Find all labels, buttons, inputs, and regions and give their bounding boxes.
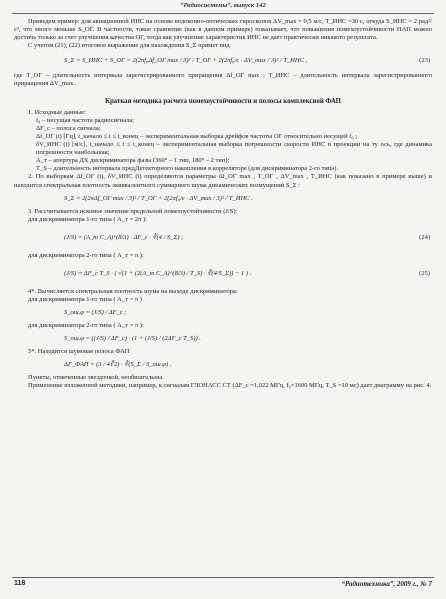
discriminator-type-2-label-b: для дискриминатора 2-го типа ( A_т = π ): (28, 322, 144, 330)
step-2: 2. По выборкам Δf_ОГ (t), δV_ИНС (t) определяются параметры Δf_ОГ max , T_ОГ , ΔV_max , T_ИНС (как показано в примере выше) и находится спектральная плотность эквивалентного суммарного шума динамических возмущений S_Σ : (14, 173, 432, 189)
equation-s-err-2 (14, 330, 432, 348)
footer-rule (12, 577, 434, 578)
equation-25-body: (J/S) = ΔF_c T_S · ( √(1 + (2(A_т C_A)^(8/3) / T_S) · ∛(4/S_Σ)) − 1 ) . (64, 269, 252, 277)
equation-23-body: S_Σ = S_ИНС + S_ОГ = 2(2πf₀Δf_ОГ max / 3)² / T_ОГ + 2(2πf₀/c · ΔV_max / 3)² / T_ИНС , (64, 57, 308, 65)
paragraph-application: Применение изложенной методики, например, к сигналам ГЛОНАСС СТ (ΔF_c =1,022 МГц, f₀=1600 МГц, T_S =10 мс) дает диаграмму на рис. 4. (28, 382, 432, 390)
page-number: 118 (14, 580, 26, 587)
equation-s-err-1-body: S_ош.φ = (J/S) / ΔF_c ; (64, 309, 127, 317)
paragraph-note: Пункты, отмеченные звездочкой, необязательны. (28, 374, 164, 382)
equation-s-err-1 (14, 304, 432, 322)
paragraph-eq23-definitions: где T_ОГ – длительность интервала зарегистрированного приращения Δf_ОГ max ; T_ИНС – длительность интервала зарегистрированного приращения ΔV_max . (14, 72, 432, 88)
equation-23-number: (23) (419, 57, 430, 65)
equation-23 (14, 50, 432, 72)
input-og-drift-sample: Δf_ОГ (t) [Гц], t_начало ≤ t ≤ t_конец – экспериментальная выборка дрейфов частоты ОГ относительно несущей f₀ ; (36, 132, 358, 140)
equation-24-number: (24) (419, 233, 430, 241)
article-body (14, 18, 432, 390)
discriminator-type-1-label-b: для дискриминатора 1-го типа ( A_т = π ) (28, 295, 142, 303)
journal-footer: “Радиотехника”, 2009 г., № 7 (341, 580, 432, 588)
equation-s-sigma (14, 190, 432, 208)
input-ins-velocity-sample: δV_ИНС (t) [м/с], t_начало ≤ t ≤ t_конец – экспериментальная выборка погрешности скорости ИНС в проекции на ту ось, где динамика погрешности наибольшая; (36, 141, 432, 157)
input-discriminator-aperture: A_т – апертура ДХ дискриминатора фазы (360° – 1 тип, 180° – 2 тип); (36, 157, 230, 165)
input-carrier-frequency: f₀ – несущая частота радиосигнала; (36, 116, 135, 124)
step-4: 4*. Вычисляется спектральная плотность шума на выходе дискриминатора: (28, 287, 238, 295)
equation-24 (14, 224, 432, 252)
step-5: 5*. Находится шумовая полоса ФАП (28, 348, 130, 356)
header-rule (12, 13, 434, 14)
discriminator-type-1-label: для дискриминатора 1-го типа ( A_т = 2π ): (28, 215, 147, 223)
discriminator-type-2-label: для дискриминатора 2-го типа ( A_т = π ): (28, 251, 144, 259)
input-accumulation-interval: T_S – длительность интервала предДетекторного накопления в корреляторе (для дискриминатора 2-го типа). (36, 165, 338, 173)
paragraph-example: Приведем пример: для авиационной ИНС на основе волоконно-оптических гироскопов ΔV_max = 0,5 м/c, T_ИНС =30 с, откуда S_ИНС = 2 рад²/с³, что много меньше S_ОГ. В частности, такое сравнение (как в данном примере) показывает, что повышения помехоустойчивости НАП можно достичь только за счет улучшения качества ОГ, тогда как улучшение характеристик ИНС не дает практически никакого результата. (14, 18, 432, 42)
step-1: 1. Исходные данные: (28, 108, 86, 116)
equation-25 (14, 260, 432, 288)
equation-25-number: (25) (419, 269, 430, 277)
input-signal-band: ΔF_c – полоса сигнала; (36, 124, 101, 132)
equation-s-sigma-body: S_Σ = 2(2πΔf_ОГ max / 3)² / T_ОГ + 2(2πf₀/c · ΔV_max / 3)² / T_ИНС . (64, 194, 253, 202)
paragraph-intro-eq23: С учетом (21), (22) итоговое выражение для нахождения S_Σ примет вид (28, 42, 230, 50)
equation-pll-band-body: ΔF_ФАП = (3 / 4∛2) · ∛(S_Σ / S_ош.φ) . (64, 361, 172, 369)
equation-s-err-2-body: S_ош.φ = ((J/S) / ΔF_c) · (1 + (J/S) / (2ΔF_c T_S)) . (64, 335, 201, 343)
equation-pll-band (14, 356, 432, 374)
equation-24-body: (J/S) = (A_т C_A)^(8/3) · ΔF_c · ∛(4 / S_Σ) ; (64, 233, 184, 241)
section-title: Краткая методика расчета помехоустойчивости и полосы комплексной ФАП (105, 97, 341, 105)
running-header: “Радиосистемы”, выпуск 142 (180, 2, 266, 9)
step-3: 3. Рассчитывается искомое значение предельной помехоустойчивости (J/S): (28, 207, 238, 215)
